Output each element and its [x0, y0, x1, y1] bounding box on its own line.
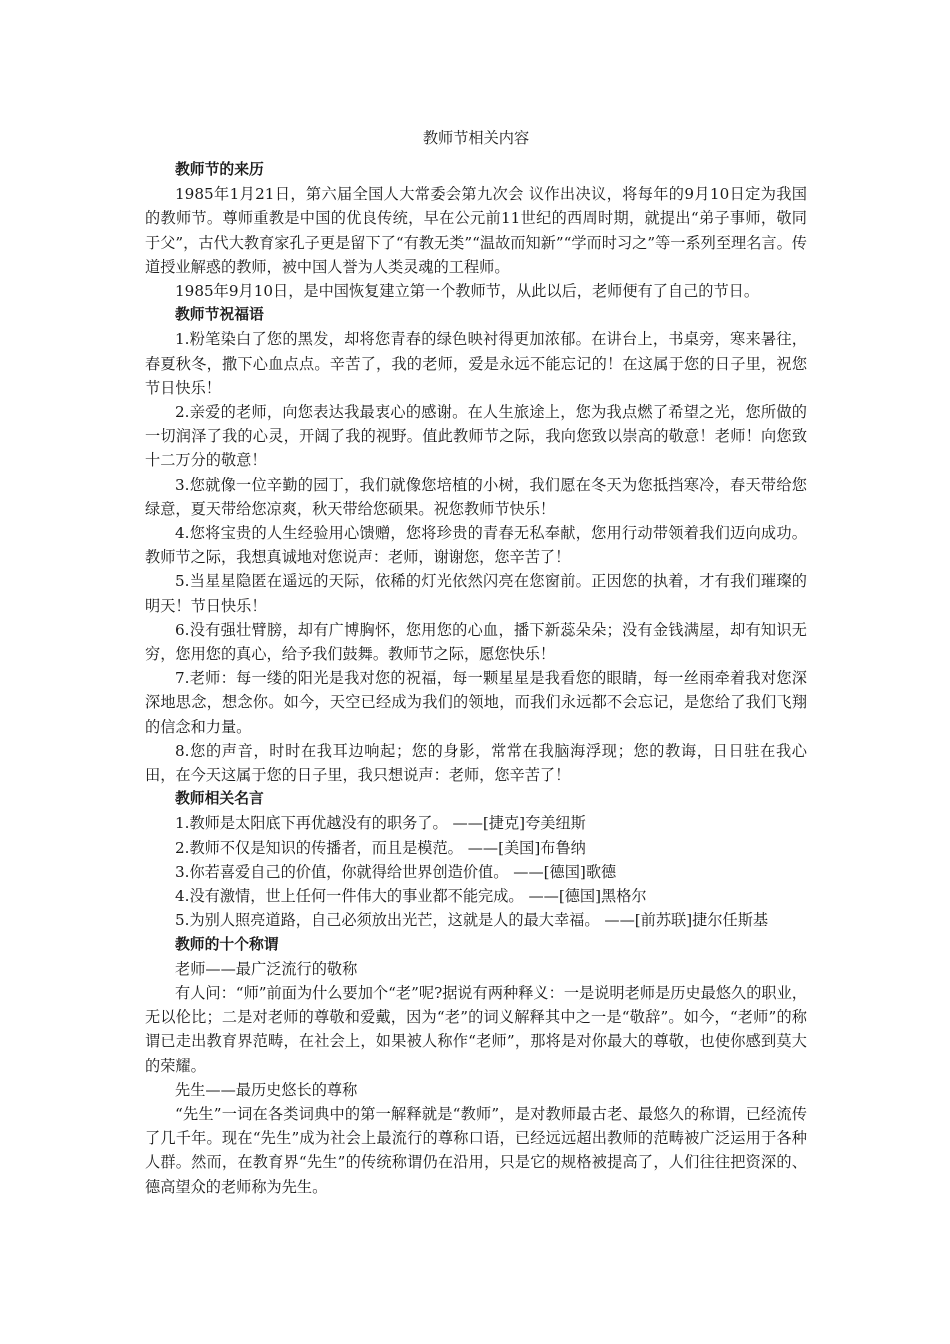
quote-item: 3.你若喜爱自己的价值，你就得给世界创造价值。 ——[德国]歌德 — [175, 862, 617, 881]
document-body — [145, 118, 807, 1199]
section-heading-greetings: 教师节祝福语 — [175, 306, 264, 324]
greeting-item: 4.您将宝贵的人生经验用心馈赠，您将珍贵的青春无私奉献，您用行动带领着我们迈向成功。教师节之际，我想真诚地对您说声：老师，谢谢您，您辛苦了！ — [145, 524, 807, 567]
greeting-item: 6.没有强壮臂膀，却有广博胸怀，您用您的心血，播下新蕊朵朵；没有金钱满屋，却有知识无穷，您用您的真心，给予我们鼓舞。教师节之际，愿您快乐！ — [145, 620, 807, 664]
quote-item: 2.教师不仅是知识的传播者，而且是模范。 ——[美国]布鲁纳 — [175, 838, 586, 857]
greeting-item: 3.您就像一位辛勤的园丁，我们就像您培植的小树，我们愿在冬天为您抵挡寒冷，春天带给您绿意，夏天带给您凉爽，秋天带给您硕果。祝您教师节快乐！ — [145, 475, 807, 518]
greeting-item: 1.粉笔染白了您的黑发，却将您青春的绿色映衬得更加浓郁。在讲台上，书桌旁，寒来暑往，春夏秋冬，撒下心血点点。辛苦了，我的老师，爱是永远不能忘记的！在这属于您的日子里，祝您节日快乐！ — [145, 330, 807, 397]
greeting-item: 5.当星星隐匿在遥远的天际，依稀的灯光依然闪亮在您窗前。正因您的执着，才有我们璀璨的明天！节日快乐！ — [145, 572, 807, 615]
page-title: 教师节相关内容 — [422, 129, 530, 147]
greeting-item: 8.您的声音，时时在我耳边响起；您的身影，常常在我脑海浮现；您的教诲，日日驻在我心田，在今天这属于您的日子里，我只想说声：老师，您辛苦了！ — [145, 741, 807, 785]
section-heading-quotes: 教师相关名言 — [175, 790, 264, 808]
quote-item: 1.教师是太阳底下再优越没有的职务了。 ——[捷克]夸美纽斯 — [175, 814, 586, 833]
titles-paragraph: 有人问：“师”前面为什么要加个“老”呢?据说有两种释义：一是说明老师是历史最悠久的职业，无以伦比；二是对老师的尊敬和爱戴，因为“老”的词义解释其中之一是“敬辞”。如今，“老师”的称谓已走出教育界范畴，在社会上，如果被人称作“老师”，那将是对你最大的尊敬，也使你感到莫大的荣耀。 — [145, 983, 807, 1075]
greeting-item: 2.亲爱的老师，向您表达我最衷心的感谢。在人生旅途上，您为我点燃了希望之光，您所做的一切润泽了我的心灵，开阔了我的视野。值此教师节之际，我向您致以崇高的敬意！老师！向您致十二万分的敬意！ — [145, 403, 807, 470]
greeting-item: 7.老师：每一缕的阳光是我对您的祝福，每一颗星星是我看您的眼睛，每一丝雨牵着我对您深深地思念，想念你。如今，天空已经成为我们的领地，而我们永远都不会忘记，是您给了我们飞翔的信念和力量。 — [145, 669, 807, 736]
subheading-laoshi: 老师——最广泛流行的敬称 — [175, 959, 358, 978]
quote-item: 4.没有激情，世上任何一件伟大的事业都不能完成。 ——[德国]黑格尔 — [175, 887, 647, 906]
section-heading-titles: 教师的十个称谓 — [175, 935, 279, 953]
origin-paragraph: 1985年1月21日，第六届全国人大常委会第九次会 议作出决议，将每年的9月10日定为我国的教师节。尊师重教是中国的优良传统，早在公元前11世纪的西周时期，就提出“弟子事师，敬同于父”，古代大教育家孔子更是留下了“有教无类”“温故而知新”“学而时习之”等一系列至理名言。传道授业解惑的教师，被中国人誉为人类灵魂的工程师。 — [145, 185, 807, 276]
section-heading-origin: 教师节的来历 — [175, 161, 264, 178]
origin-paragraph: 1985年9月10日，是中国恢复建立第一个教师节，从此以后，老师便有了自己的节日。 — [175, 282, 760, 301]
quote-item: 5.为别人照亮道路，自己必须放出光芒，这就是人的最大幸福。 ——[前苏联]捷尔任斯基 — [175, 911, 769, 930]
titles-paragraph: “先生”一词在各类词典中的第一解释就是“教师”，是对教师最古老、最悠久的称谓，已经流传了几千年。现在“先生”成为社会上最流行的尊称口语，已经远远超出教师的范畴被广泛运用于各种人群。然而，在教育界“先生”的传统称谓仍在沿用，只是它的规格被提高了，人们往往把资深的、德高望众的老师称为先生。 — [145, 1104, 807, 1196]
subheading-xiansheng: 先生——最历史悠长的尊称 — [175, 1080, 358, 1099]
